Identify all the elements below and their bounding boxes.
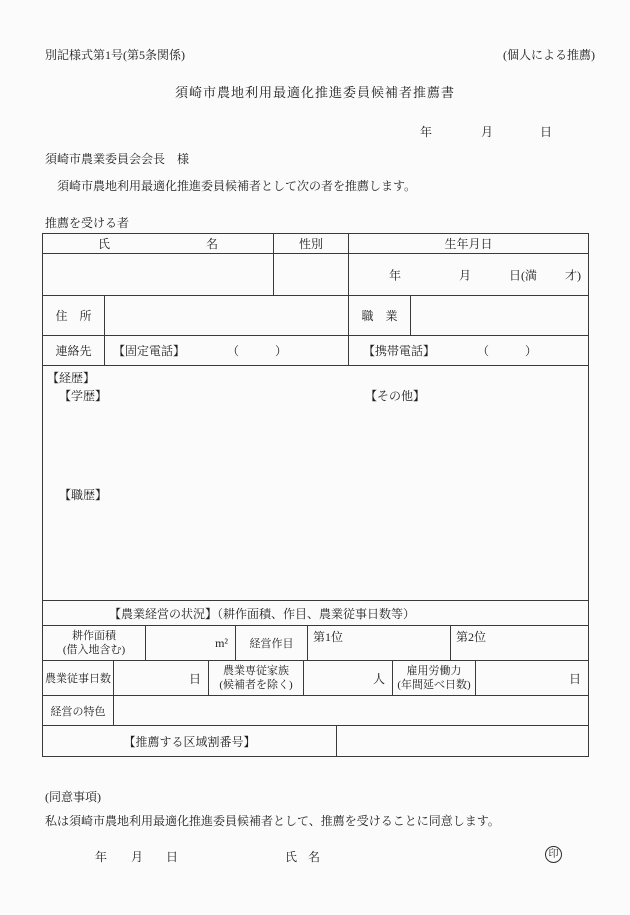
crop-rank1-cell bbox=[308, 626, 451, 660]
name-header: 氏 名 bbox=[43, 234, 274, 253]
education-label: 【学歴】 bbox=[59, 389, 108, 403]
table-row-farm-status-header bbox=[43, 601, 588, 626]
gender-header: 性別 bbox=[274, 234, 349, 253]
name-field-cell bbox=[43, 254, 274, 295]
crop-type-label: 経営作目 bbox=[236, 626, 308, 660]
cultivated-area-field-cell bbox=[146, 626, 236, 660]
birthdate-header: 生年月日 bbox=[444, 237, 493, 251]
career-cell bbox=[43, 366, 588, 600]
labor-day-unit-label: 日 bbox=[568, 671, 581, 686]
table-row-name-entry bbox=[43, 254, 588, 296]
consent-heading: (同意事項) bbox=[45, 790, 101, 804]
crop-rank2-cell bbox=[451, 626, 588, 660]
intro-sentence: 須崎市農地利用最適化推進委員候補者として次の者を推薦します。 bbox=[45, 179, 417, 193]
table-row-workdays bbox=[43, 661, 588, 696]
family-workers-label-line1: 農業専従家族 bbox=[223, 664, 289, 677]
hired-labor-label bbox=[393, 661, 476, 695]
farming-days-label: 農業従事日数 bbox=[43, 661, 114, 695]
table-row-address bbox=[43, 296, 588, 336]
date-month-label: 月 bbox=[481, 125, 494, 139]
fixed-phone-cell bbox=[105, 336, 349, 365]
career-label: 【経歴】 bbox=[47, 371, 96, 385]
address-label: 住 所 bbox=[43, 296, 105, 335]
cultivated-area-label bbox=[43, 626, 146, 660]
family-workers-label bbox=[209, 661, 304, 695]
occupation-field-cell bbox=[411, 296, 588, 335]
birthdate-field-cell bbox=[349, 254, 588, 295]
mobile-phone-cell bbox=[349, 336, 588, 365]
consent-day-label: 日 bbox=[166, 850, 179, 864]
rank2-label: 第2位 bbox=[456, 630, 487, 644]
contact-label: 連絡先 bbox=[43, 336, 105, 365]
table-row-district bbox=[43, 726, 588, 756]
farm-status-header: 【農業経営の状況】（耕作面積、作目、農業従事日数等） bbox=[109, 606, 416, 621]
consent-year-label: 年 bbox=[95, 850, 108, 864]
recommendee-table bbox=[42, 233, 589, 757]
hired-labor-label-line2: (年間延べ日数) bbox=[397, 679, 471, 691]
cultivated-area-label-line2: (借入地含む) bbox=[62, 644, 126, 656]
mobile-phone-blank: （ ） bbox=[477, 344, 538, 358]
birth-day-age-label: 日(満 bbox=[509, 268, 537, 282]
cultivated-area-label-line1: 耕作面積 bbox=[72, 629, 116, 642]
consent-name-label: 氏 名 bbox=[285, 850, 325, 864]
farming-days-field-cell bbox=[114, 661, 209, 695]
district-number-field-cell bbox=[337, 726, 588, 756]
addressee: 須崎市農業委員会会長 様 bbox=[45, 152, 190, 166]
hired-labor-label-line1: 雇用労働力 bbox=[406, 664, 462, 677]
mobile-phone-label: 【携帯電話】 bbox=[363, 344, 436, 358]
family-workers-field-cell bbox=[304, 661, 393, 695]
page-title: 須崎市農地利用最適化推進委員候補者推薦書 bbox=[174, 85, 455, 100]
hired-labor-field-cell bbox=[476, 661, 588, 695]
person-unit-label: 人 bbox=[372, 671, 385, 686]
day-unit-label: 日 bbox=[188, 671, 201, 686]
area-unit-label: m² bbox=[215, 635, 228, 650]
birth-age-close-label: 才) bbox=[565, 268, 581, 282]
seal-character: 印 bbox=[548, 848, 559, 860]
seal-mark-icon bbox=[545, 846, 562, 863]
table-row-feature bbox=[43, 696, 588, 726]
recommender-type: (個人による推薦) bbox=[503, 48, 595, 62]
form-number: 別記様式第1号(第5条関係) bbox=[45, 48, 185, 62]
birth-year-label: 年 bbox=[389, 268, 402, 282]
recommendee-caption: 推薦を受ける者 bbox=[45, 216, 130, 230]
consent-signature-line bbox=[0, 848, 630, 868]
management-feature-label: 経営の特色 bbox=[43, 696, 114, 725]
submission-date-line bbox=[0, 123, 630, 139]
rank1-label: 第1位 bbox=[313, 630, 344, 644]
birth-month-label: 月 bbox=[459, 268, 472, 282]
family-workers-label-line2: (候補者を除く) bbox=[219, 679, 293, 691]
table-row-contact bbox=[43, 336, 588, 366]
career-other-label: 【その他】 bbox=[365, 389, 426, 403]
date-year-label: 年 bbox=[420, 125, 433, 139]
fixed-phone-label: 【固定電話】 bbox=[113, 344, 186, 358]
work-history-label: 【職歴】 bbox=[59, 488, 108, 502]
consent-body: 私は須崎市農地利用最適化推進委員候補者として、推薦を受けることに同意します。 bbox=[45, 814, 500, 828]
fixed-phone-blank: （ ） bbox=[227, 344, 288, 358]
table-row-headers bbox=[43, 234, 588, 254]
table-row-cultivation bbox=[43, 626, 588, 661]
table-row-career bbox=[43, 366, 588, 601]
gender-field-cell bbox=[274, 254, 349, 295]
address-field-cell bbox=[105, 296, 349, 335]
consent-month-label: 月 bbox=[131, 850, 144, 864]
management-feature-field-cell bbox=[114, 696, 588, 725]
date-day-label: 日 bbox=[540, 125, 553, 139]
district-number-label: 【推薦する区域割番号】 bbox=[43, 726, 337, 756]
occupation-label: 職 業 bbox=[349, 296, 411, 335]
